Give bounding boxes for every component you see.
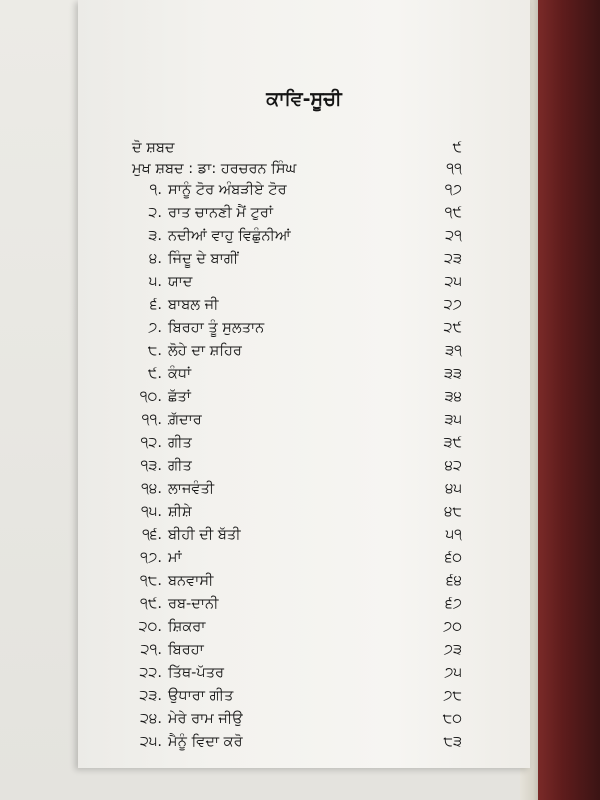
toc-entry — [78, 366, 530, 386]
entry-title: ਕੰਧਾਂ — [168, 366, 192, 382]
intro-page: ੯ — [452, 140, 462, 156]
entry-title: ਰਬ-ਦਾਨੀ — [168, 596, 219, 612]
toc-entry — [78, 412, 530, 432]
page-title: ਕਾਵਿ-ਸੂਚੀ — [266, 88, 342, 110]
entry-page: ੨੩ — [443, 251, 462, 267]
entry-page: ੨੯ — [443, 320, 462, 336]
entry-number: ੨੦. — [138, 619, 162, 635]
entry-title: ਨਦੀਆਂ ਵਾਹੁ ਵਿਛੁੰਨੀਆਂ — [168, 228, 291, 244]
entry-title: ਗ਼ੱਦਾਰ — [168, 412, 202, 428]
entry-page: ੩੧ — [445, 343, 462, 359]
entry-page: ੧੭ — [444, 182, 462, 198]
entry-title: ਬਿਰਹਾ ਤੂੰ ਸੁਲਤਾਨ — [168, 320, 265, 336]
entry-number: ੧੬. — [142, 527, 162, 543]
entry-number: ੫. — [148, 274, 162, 290]
entry-title: ਮਾਂ — [168, 550, 182, 566]
toc-entry — [78, 389, 530, 409]
entry-title: ਗੀਤ — [168, 435, 192, 451]
entry-page: ੮੩ — [443, 734, 462, 750]
toc-entry — [78, 481, 530, 501]
entry-title: ਮੇਰੇ ਰਾਮ ਜੀਉ — [168, 711, 243, 727]
entry-title: ਬਨਵਾਸੀ — [168, 573, 214, 589]
entry-page: ੮੦ — [442, 711, 462, 727]
entry-number: ੧. — [149, 182, 162, 198]
entry-page: ੩੩ — [443, 366, 462, 382]
entry-title: ਯਾਦ — [168, 274, 193, 290]
entry-page: ੪੫ — [445, 481, 462, 497]
toc-entry — [78, 251, 530, 271]
entry-title: ਸ਼ਿਕਰਾ — [168, 619, 206, 635]
entry-title: ਜਿੰਦੂ ਦੇ ਬਾਗੀਂ — [168, 251, 239, 267]
toc-entry — [78, 573, 530, 593]
entry-number: ੭. — [148, 320, 162, 336]
contents-page — [78, 0, 530, 768]
entry-page: ੭੦ — [442, 619, 462, 635]
entry-number: ੮. — [147, 343, 162, 359]
entry-number: ੩. — [148, 228, 162, 244]
entry-number: ੯. — [147, 366, 162, 382]
entry-title: ਸਾਨੂੰ ਟੋਰ ਅੰਬੜੀਏ ਟੋਰ — [168, 182, 287, 198]
toc-entry — [78, 458, 530, 478]
entry-page: ੪੨ — [444, 458, 462, 474]
entry-number: ੨੫. — [139, 734, 162, 750]
entry-title: ਲਾਜਵੰਤੀ — [168, 481, 215, 497]
toc-entry — [78, 297, 530, 317]
entry-page: ੬੪ — [446, 573, 462, 589]
entry-number: ੧੩. — [140, 458, 162, 474]
book-spine — [538, 0, 600, 800]
toc-entry — [78, 228, 530, 248]
toc-entry — [78, 527, 530, 547]
entry-page: ੫੧ — [445, 527, 462, 543]
toc-entry — [78, 711, 530, 731]
entry-title: ਗੀਤ — [168, 458, 192, 474]
entry-title: ਤਿੱਥ-ਪੱਤਰ — [168, 665, 224, 681]
toc-entry — [78, 504, 530, 524]
entry-number: ੧੧. — [141, 412, 162, 428]
entry-page: ੬੦ — [444, 550, 462, 566]
toc-entry — [78, 619, 530, 639]
toc-entry — [78, 205, 530, 225]
toc-entry — [78, 550, 530, 570]
entry-page: ੭੩ — [443, 642, 462, 658]
entry-page: ੪੮ — [444, 504, 462, 520]
toc-entry — [78, 182, 530, 202]
entry-title: ਸ਼ੀਸ਼ੇ — [168, 504, 192, 520]
entry-number: ੨੧. — [140, 642, 162, 658]
entry-number: ੧੨. — [140, 435, 162, 451]
entry-number: ੨੨. — [139, 665, 162, 681]
entry-number: ੧੫. — [140, 504, 162, 520]
entry-title: ਬਾਬਲ ਜੀ — [168, 297, 219, 313]
toc-entry — [78, 274, 530, 294]
entry-title: ਰਾਤ ਚਾਨਣੀ ਮੈਂ ਟੁਰਾਂ — [168, 205, 273, 221]
entry-number: ੧੯. — [140, 596, 162, 612]
entry-number: ੧੭. — [140, 550, 162, 566]
entry-page: ੩੫ — [444, 412, 462, 428]
toc-entry — [78, 665, 530, 685]
entry-page: ੨੫ — [444, 274, 462, 290]
intro-title: ਮੁਖ ਸ਼ਬਦ : ਡਾ: ਹਰਚਰਨ ਸਿੰਘ — [132, 161, 297, 177]
entry-page: ੨੧ — [445, 228, 462, 244]
toc-entry — [78, 596, 530, 616]
intro-page: ੧੧ — [446, 161, 462, 177]
entry-number: ੧੪. — [141, 481, 162, 497]
entry-number: ੨. — [148, 205, 162, 221]
toc-intro-row — [78, 161, 530, 181]
entry-page: ੩੯ — [443, 435, 462, 451]
entry-page: ੬੭ — [445, 596, 462, 612]
entry-number: ੧੦. — [139, 389, 162, 405]
entry-page: ੩੪ — [444, 389, 462, 405]
entry-number: ੨੩. — [139, 688, 162, 704]
entry-page: ੧੯ — [444, 205, 462, 221]
entry-title: ਬੀਹੀ ਦੀ ਬੱਤੀ — [168, 527, 241, 543]
entry-number: ੪. — [149, 251, 162, 267]
toc-entry — [78, 688, 530, 708]
toc-entry — [78, 343, 530, 363]
intro-title: ਦੋ ਸ਼ਬਦ — [132, 140, 175, 156]
entry-page: ੨੭ — [443, 297, 462, 313]
toc-entry — [78, 320, 530, 340]
entry-number: ੧੮. — [139, 573, 162, 589]
entry-number: ੬. — [150, 297, 162, 313]
entry-page: ੭੫ — [444, 665, 462, 681]
entry-title: ਉਧਾਰਾ ਗੀਤ — [168, 688, 234, 704]
toc-entry — [78, 435, 530, 455]
toc-intro-row — [78, 140, 530, 160]
toc-entry — [78, 734, 530, 754]
toc-entry — [78, 642, 530, 662]
entry-title: ਛੱਤਾਂ — [168, 389, 191, 405]
entry-number: ੨੪. — [140, 711, 162, 727]
entry-title: ਲੋਹੇ ਦਾ ਸ਼ਹਿਰ — [168, 343, 242, 359]
entry-title: ਮੈਨੂੰ ਵਿਦਾ ਕਰੋ — [168, 734, 243, 750]
entry-page: ੭੮ — [443, 688, 462, 704]
entry-title: ਬਿਰਹਾ — [168, 642, 204, 658]
